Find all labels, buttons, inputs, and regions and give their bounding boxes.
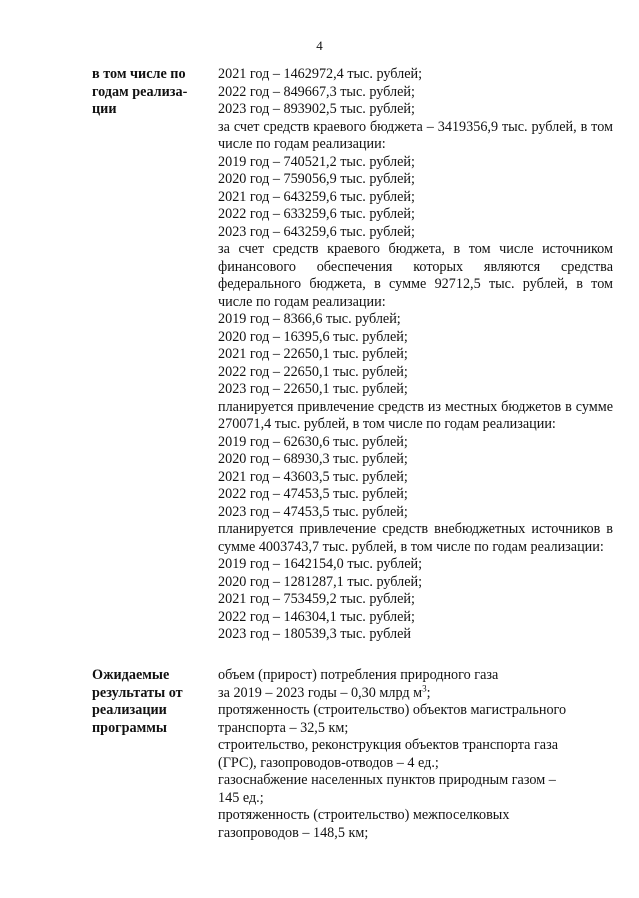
label-line: результаты от xyxy=(92,684,183,701)
result-line: транспорта – 32,5 км; xyxy=(218,719,349,736)
label-line: годам реализа- xyxy=(92,83,188,100)
result-line xyxy=(218,682,613,703)
year-line: 2021 год – 43603,5 тыс. рублей; xyxy=(218,468,408,485)
year-line: 2019 год – 740521,2 тыс. рублей; xyxy=(218,153,415,170)
gas-volume-text: за 2019 – 2023 годы – 0,30 млрд м xyxy=(218,684,423,701)
result-line: газопроводов – 148,5 км; xyxy=(218,824,369,841)
year-line: 2022 год – 22650,1 тыс. рублей; xyxy=(218,363,408,380)
financing-label xyxy=(92,66,210,119)
year-line: 2020 год – 16395,6 тыс. рублей; xyxy=(218,328,408,345)
result-line: (ГРС), газопроводов-отводов – 4 ед.; xyxy=(218,754,439,771)
year-line: 2019 год – 62630,6 тыс. рублей; xyxy=(218,433,408,450)
year-line: 2019 год – 8366,6 тыс. рублей; xyxy=(218,311,401,327)
federal-budget-intro: за счет средств краевого бюджета, в том числе источником финансового обеспечения которых являются средства федерального бюджета, в сумме 92712,5 тыс. рублей, в том числе по годам реализации: xyxy=(218,241,613,310)
result-line: 145 ед.; xyxy=(218,789,264,806)
year-line: 2023 год – 893902,5 тыс. рублей; xyxy=(218,101,415,117)
result-line: строительство, реконструкция объектов транспорта газа xyxy=(218,737,558,753)
page-number: 4 xyxy=(316,38,323,53)
result-line: объем (прирост) потребления природного газа xyxy=(218,667,499,683)
year-line: 2022 год – 47453,5 тыс. рублей; xyxy=(218,486,408,502)
label-line: Ожидаемые xyxy=(92,667,170,683)
year-line: 2022 год – 633259,6 тыс. рублей; xyxy=(218,206,415,222)
result-line: протяженность (строительство) объектов магистрального xyxy=(218,702,567,718)
label-line: ции xyxy=(92,101,117,117)
year-line: 2023 год – 643259,6 тыс. рублей; xyxy=(218,223,415,240)
label-line: реализации xyxy=(92,702,167,718)
year-line: 2021 год – 643259,6 тыс. рублей; xyxy=(218,188,415,205)
gas-volume-end: ; xyxy=(426,684,431,701)
year-line: 2022 год – 146304,1 тыс. рублей; xyxy=(218,608,415,625)
financing-content xyxy=(218,66,613,644)
result-line: протяженность (строительство) межпоселковых xyxy=(218,807,510,823)
year-line: 2020 год – 68930,3 тыс. рублей; xyxy=(218,451,408,467)
year-line: 2021 год – 753459,2 тыс. рублей; xyxy=(218,591,415,607)
year-line: 2021 год – 22650,1 тыс. рублей; xyxy=(218,346,408,362)
label-line: программы xyxy=(92,719,167,736)
result-line: газоснабжение населенных пунктов природным газом – xyxy=(218,772,556,788)
cubic-superscript: 3 xyxy=(422,682,427,693)
year-line: 2020 год – 1281287,1 тыс. рублей; xyxy=(218,573,423,590)
year-line: 2022 год – 849667,3 тыс. рублей; xyxy=(218,83,415,100)
year-line: 2020 год – 759056,9 тыс. рублей; xyxy=(218,171,415,187)
year-line: 2023 год – 180539,3 тыс. рублей xyxy=(218,626,411,642)
regional-budget-intro: за счет средств краевого бюджета – 3419356,9 тыс. рублей, в том числе по годам реализации: xyxy=(218,118,613,152)
extrabudget-intro: планируется привлечение средств внебюджетных источников в сумме 4003743,7 тыс. рублей, в том числе по годам реализации: xyxy=(218,521,613,555)
year-line: 2019 год – 1642154,0 тыс. рублей; xyxy=(218,556,423,572)
year-line: 2023 год – 47453,5 тыс. рублей; xyxy=(218,503,408,520)
local-budget-intro: планируется привлечение средств из местных бюджетов в сумме 270071,4 тыс. рублей, в том числе по годам реализации: xyxy=(218,398,613,432)
results-content xyxy=(218,667,613,842)
year-line: 2021 год – 1462972,4 тыс. рублей; xyxy=(218,66,423,82)
year-line: 2023 год – 22650,1 тыс. рублей; xyxy=(218,381,408,397)
label-line: в том числе по xyxy=(92,66,186,82)
results-label xyxy=(92,667,210,737)
